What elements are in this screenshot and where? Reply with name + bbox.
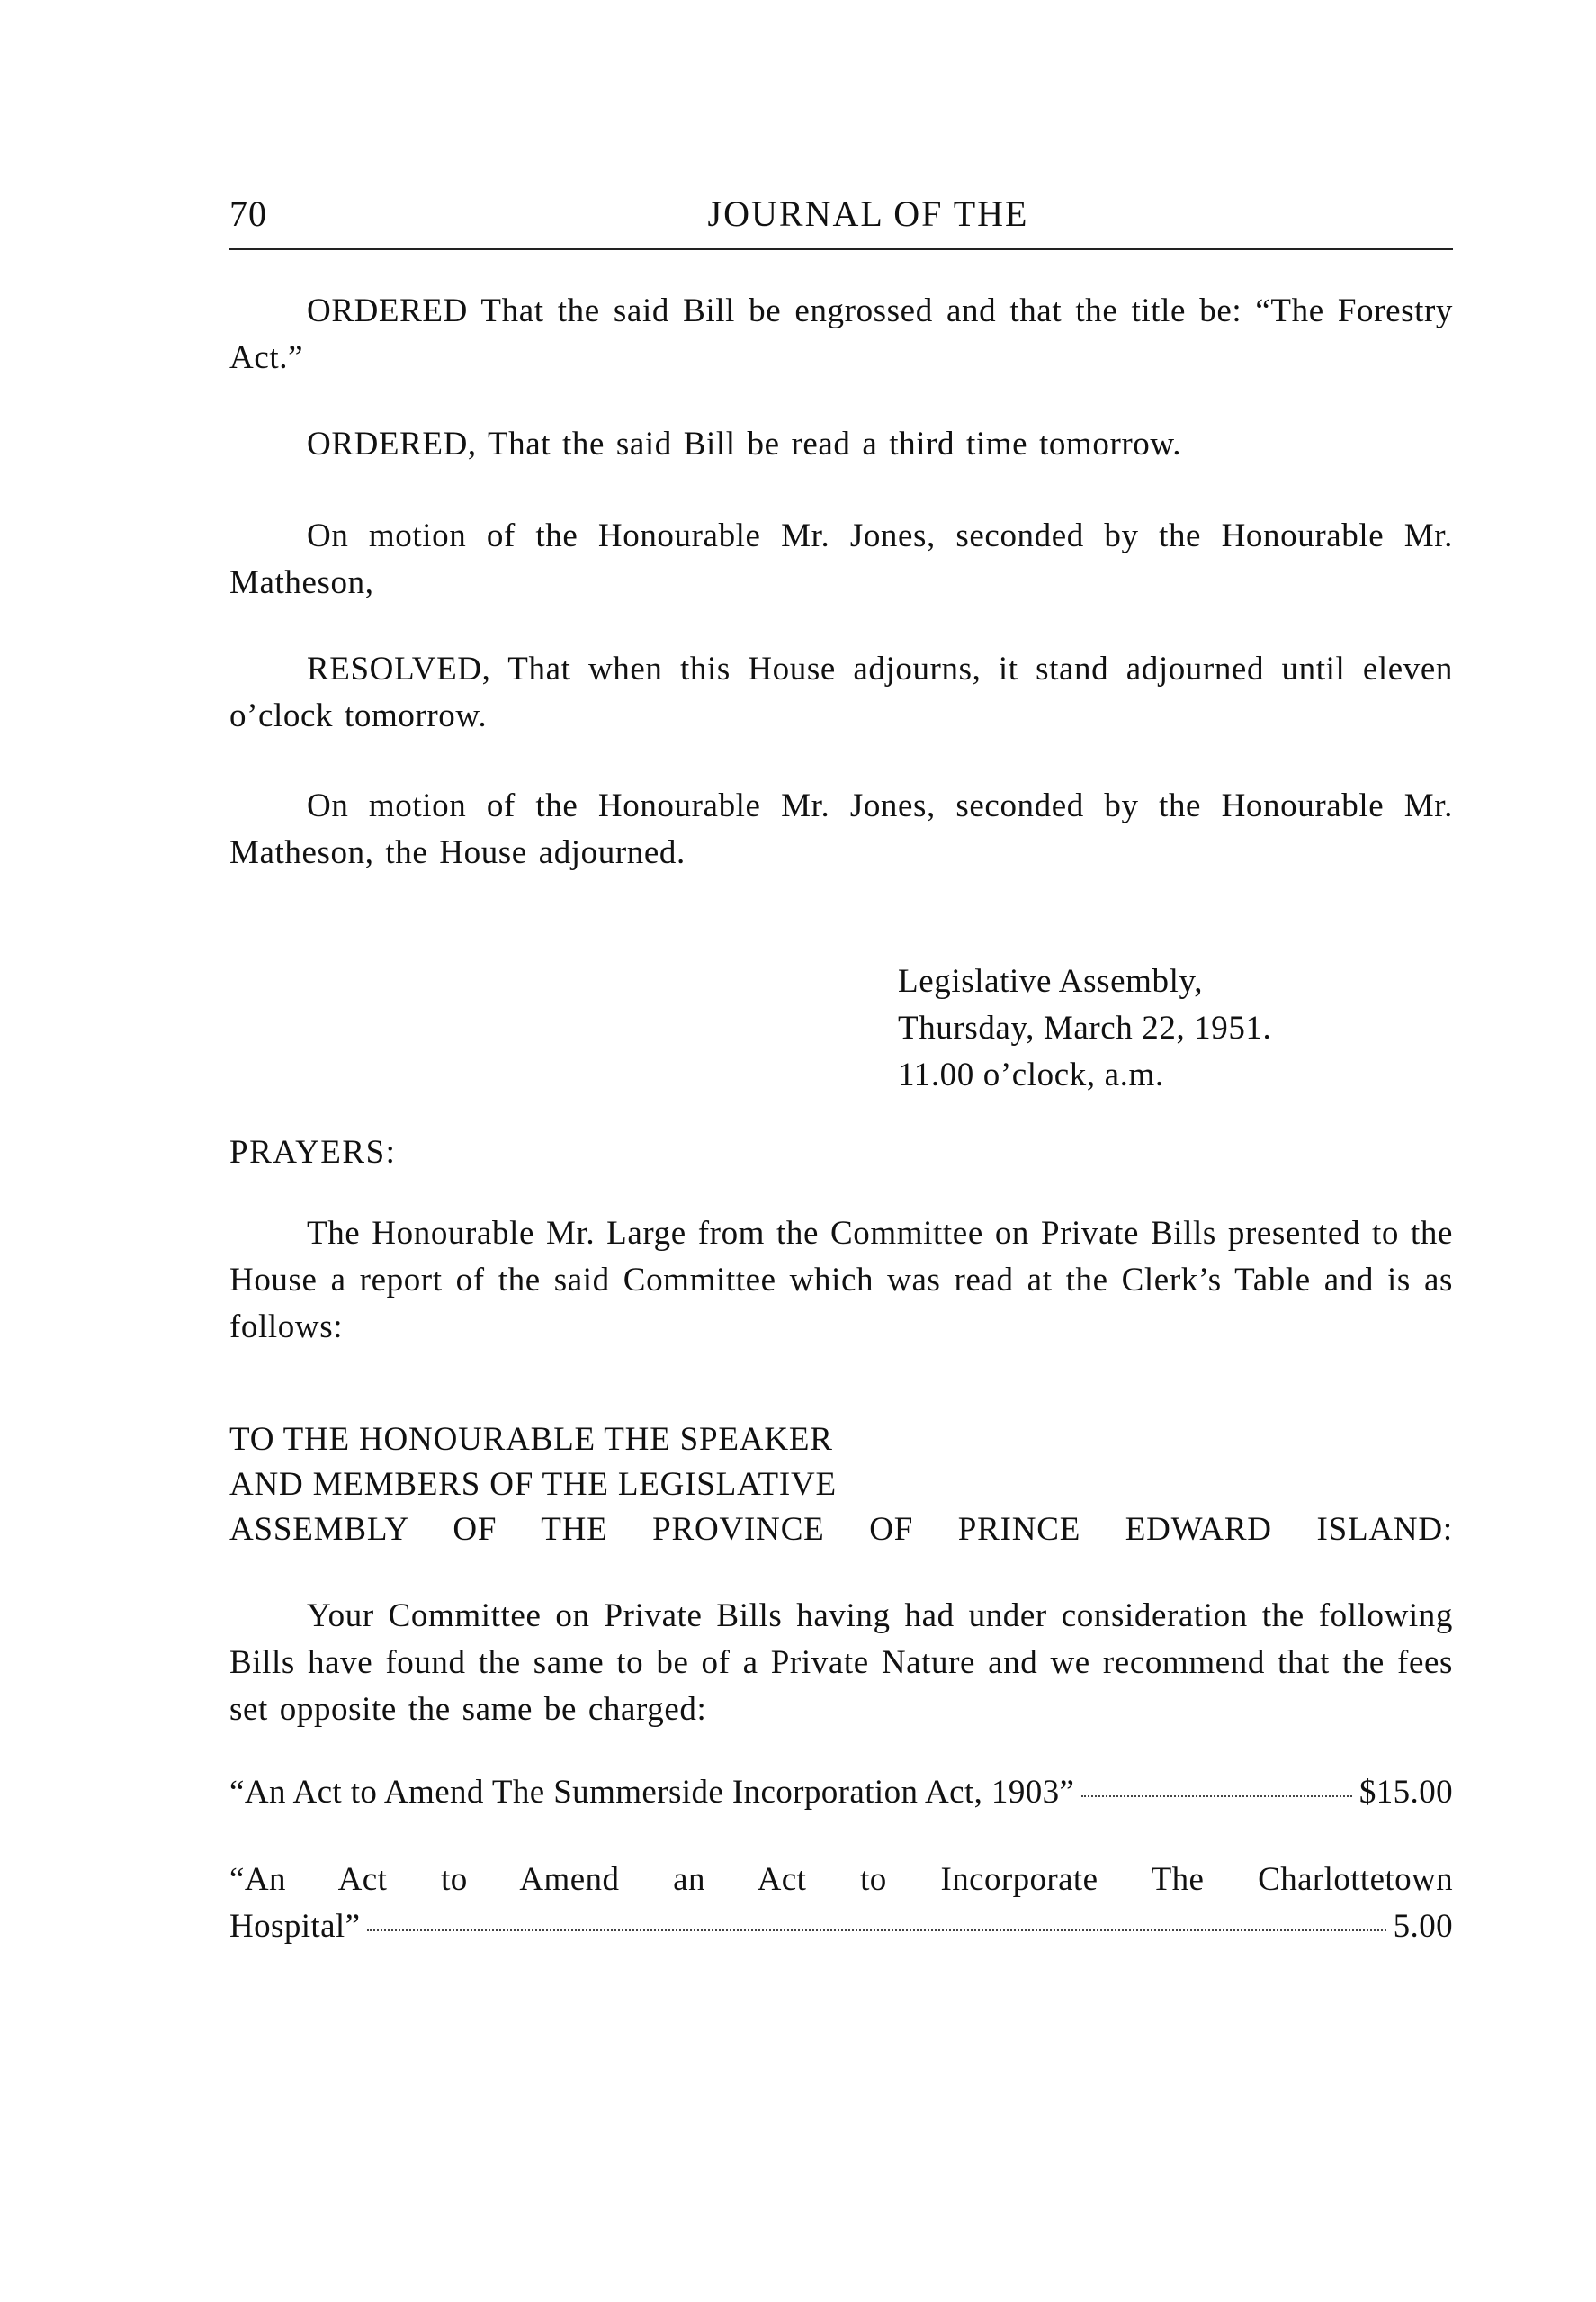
paragraph-text: ORDERED That the said Bill be engrossed and that the title be: “The Forestry Act.”: [229, 292, 1453, 376]
paragraph-ordered-title: [229, 288, 1453, 382]
paragraph-text: Your Committee on Private Bills having had under consideration the following Bills have found the same to be of a Private Nature and we recommend that the fees set opposite the same be charged:: [229, 1597, 1453, 1728]
dot-leader: [1081, 1795, 1352, 1797]
sitting-time: 11.00 o’clock, a.m.: [898, 1057, 1164, 1093]
fee-amount: 5.00: [1393, 1908, 1453, 1945]
sitting-date-block: [898, 958, 1271, 1099]
paragraph-text: On motion of the Honourable Mr. Jones, seconded by the Honourable Mr. Matheson, the House adjourned.: [229, 787, 1453, 871]
prayers-heading: PRAYERS:: [229, 1134, 397, 1171]
paragraph-text: ORDERED, That the said Bill be read a third time tomorrow.: [307, 426, 1182, 463]
address-line: ASSEMBLY OF THE PROVINCE OF PRINCE EDWARD ISLAND:: [229, 1511, 1453, 1548]
fee-bill-title: “An Act to Amend The Summerside Incorporation Act, 1903”: [229, 1774, 1075, 1811]
dot-leader: [367, 1929, 1385, 1931]
address-line: TO THE HONOURABLE THE SPEAKER: [229, 1421, 833, 1458]
paragraph-ordered-third-reading: [229, 421, 1453, 468]
page-number: 70: [229, 193, 267, 234]
fee-item-charlottetown-hospital: [229, 1857, 1453, 1950]
paragraph-committee-report: [229, 1593, 1453, 1733]
paragraph-text: RESOLVED, That when this House adjourns, it stand adjourned until eleven o’clock tomorrow.: [229, 651, 1453, 734]
sitting-assembly: Legislative Assembly,: [898, 963, 1204, 1000]
page-header: [229, 193, 1453, 250]
paragraph-house-adjourned: [229, 783, 1453, 877]
running-head: JOURNAL OF THE: [707, 193, 1029, 234]
paragraph-text: On motion of the Honourable Mr. Jones, seconded by the Honourable Mr. Matheson,: [229, 517, 1453, 601]
fee-bill-title-line1: “An Act to Amend an Act to Incorporate The Charlottetown: [229, 1861, 1453, 1898]
address-line: AND MEMBERS OF THE LEGISLATIVE: [229, 1466, 837, 1503]
paragraph-motion-jones: [229, 513, 1453, 607]
fee-amount: $15.00: [1358, 1774, 1453, 1811]
address-block: [229, 1417, 1453, 1552]
sitting-date: Thursday, March 22, 1951.: [898, 1010, 1272, 1047]
paragraph-report-intro: [229, 1210, 1453, 1351]
fee-item-summerside: [229, 1769, 1453, 1816]
fee-bill-title-line2: Hospital”: [229, 1908, 361, 1945]
paragraph-text: The Honourable Mr. Large from the Committee on Private Bills presented to the House a report of the said Committee which was read at the Clerk’s Table and is as follows:: [229, 1215, 1453, 1345]
paragraph-resolved-adjourn: [229, 646, 1453, 740]
